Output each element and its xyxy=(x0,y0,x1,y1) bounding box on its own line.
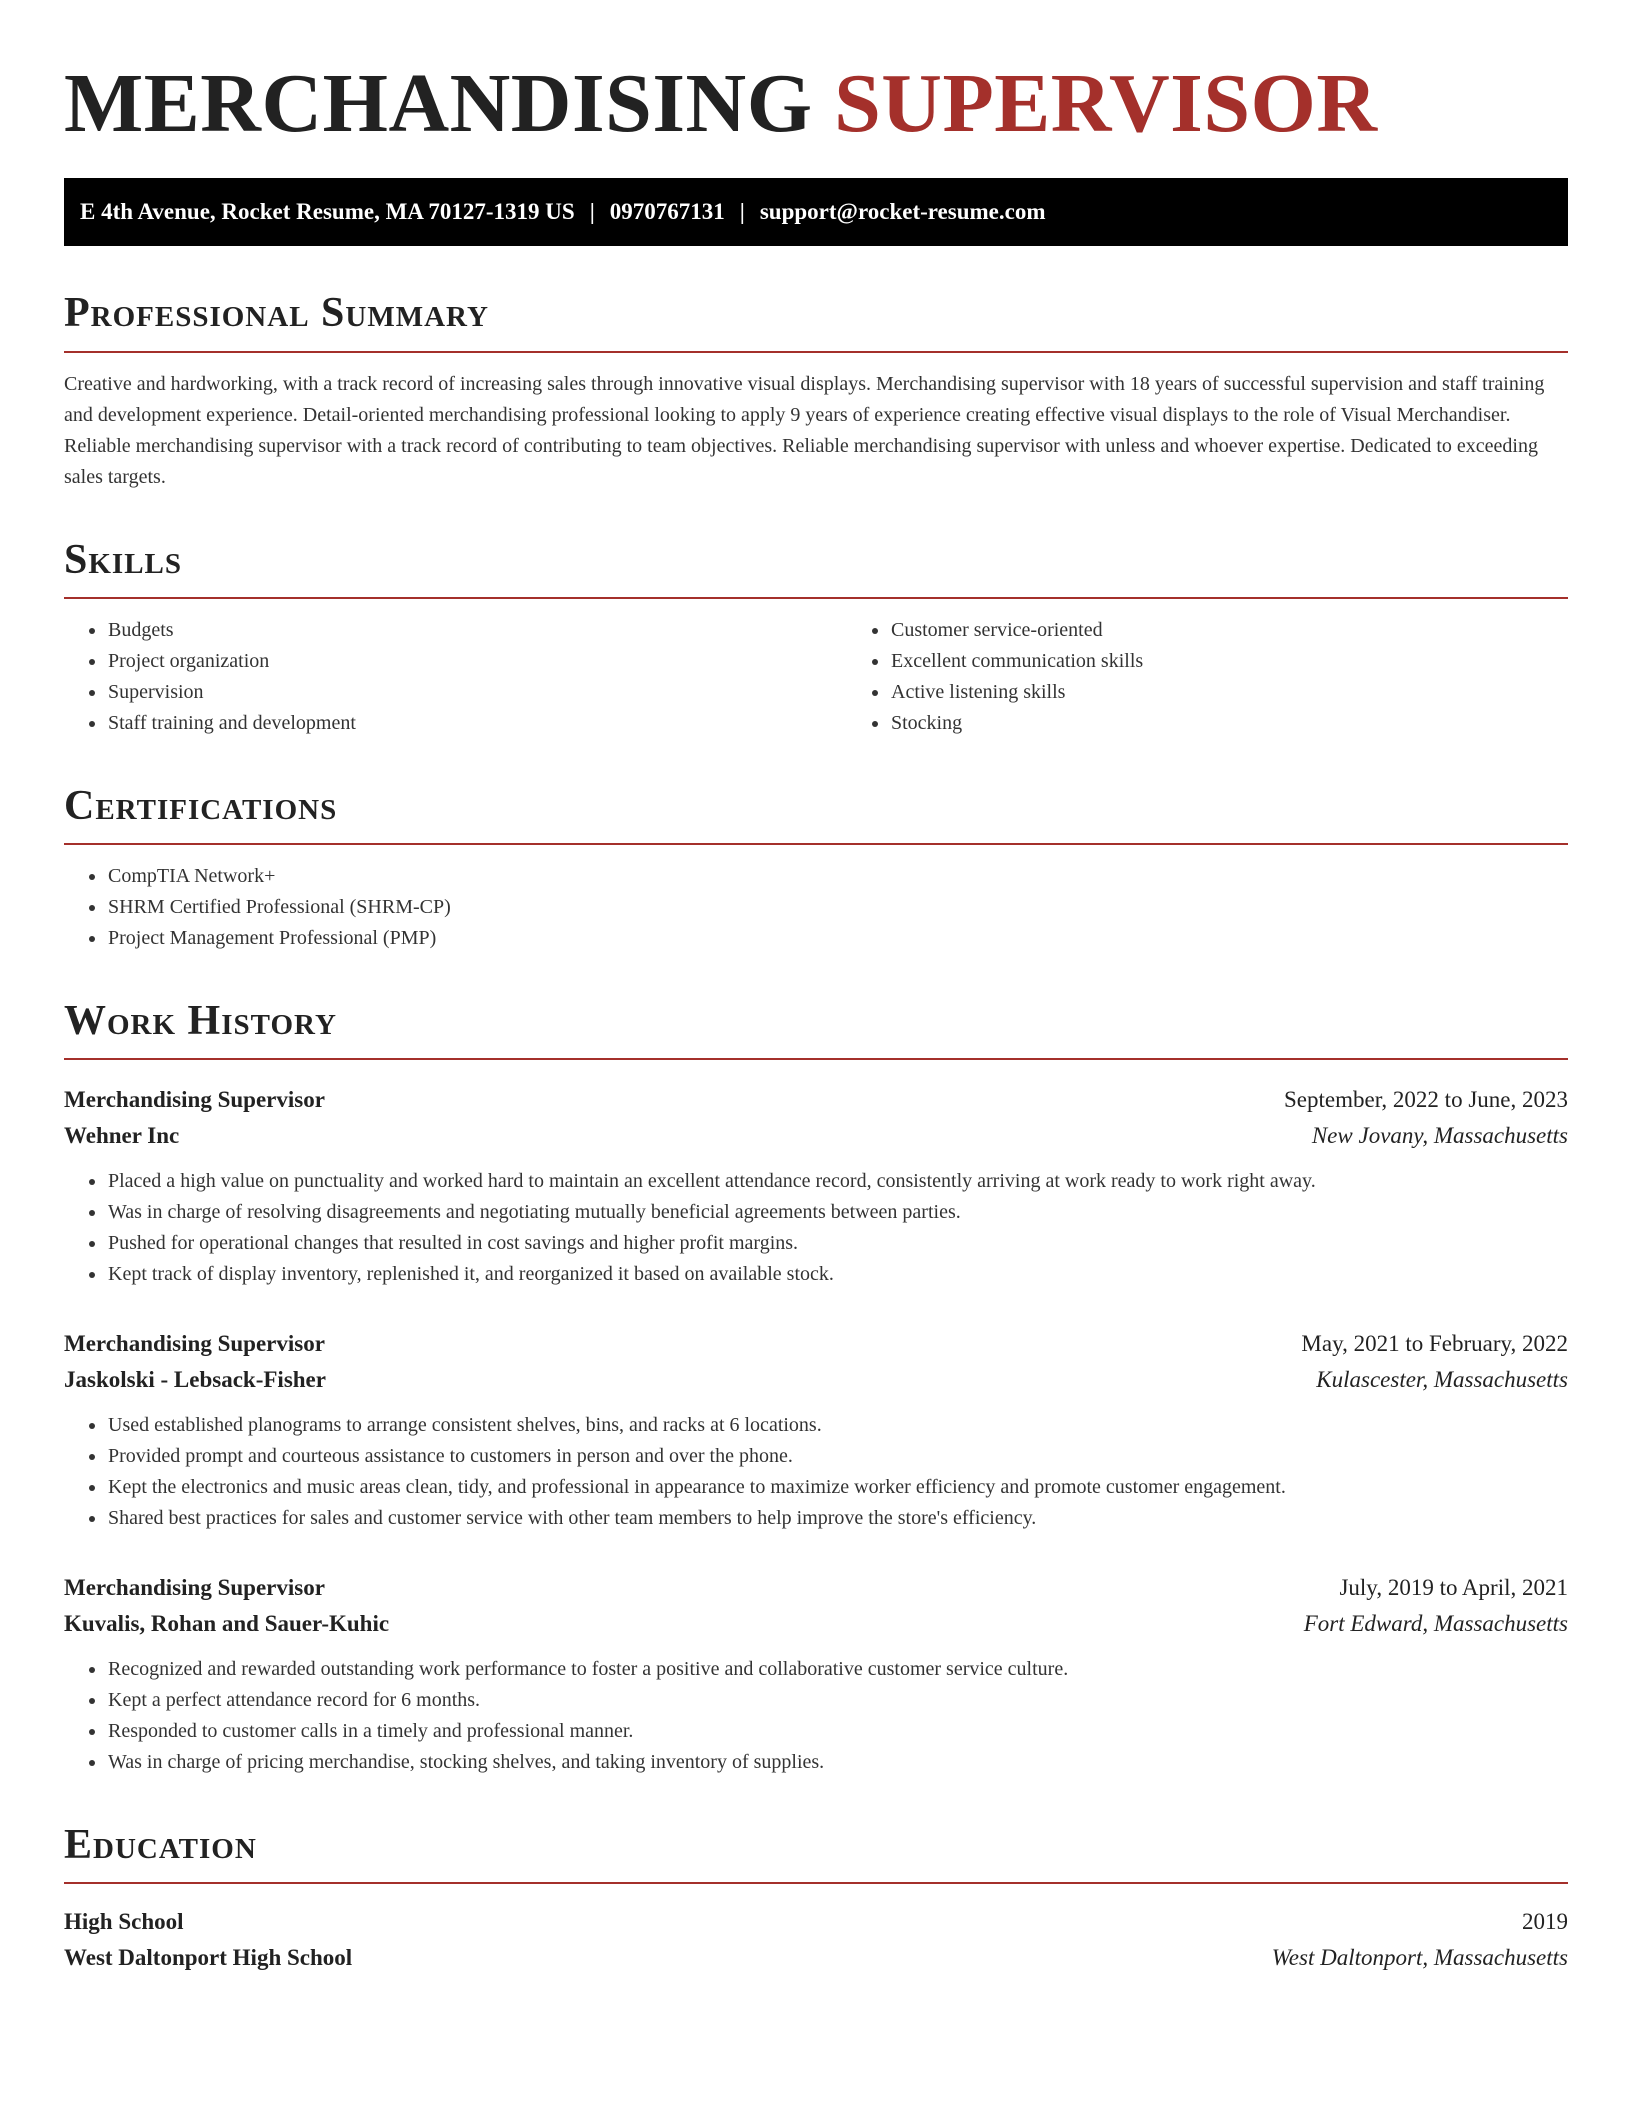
job-bullet: • Kept a perfect attendance record for 6 months. xyxy=(107,1685,1568,1716)
job-bullet: • Recognized and rewarded outstanding work performance to foster a positive and collaborative customer service culture. xyxy=(107,1654,1568,1685)
job-header-row xyxy=(64,1082,1568,1118)
certification-item: • SHRM Certified Professional (SHRM-CP) xyxy=(107,892,1568,923)
section-certifications xyxy=(64,783,1568,954)
skill-item: • Budgets xyxy=(107,615,847,646)
job-bullet: • Was in charge of resolving disagreements and negotiating mutually beneficial agreements between parties. xyxy=(107,1197,1568,1228)
job-dates: July, 2019 to April, 2021 xyxy=(1339,1575,1568,1601)
job-company-row xyxy=(64,1606,1568,1642)
job-bullet: • Placed a high value on punctuality and worked hard to maintain an excellent attendance record, consistently arriving at work ready to work right away. xyxy=(107,1166,1568,1197)
section-education xyxy=(64,1822,1568,1976)
job-company-row xyxy=(64,1362,1568,1398)
job-bullet: • Pushed for operational changes that resulted in cost savings and higher profit margins. xyxy=(107,1228,1568,1259)
section-title-certifications: Certifications xyxy=(64,783,1568,845)
job-bullets xyxy=(64,1654,1568,1778)
job-location: New Jovany, Massachusetts xyxy=(1311,1123,1568,1149)
skill-item: • Stocking xyxy=(890,708,1568,739)
certification-item: • CompTIA Network+ xyxy=(107,861,1568,892)
section-title-summary: Professional Summary xyxy=(64,290,1568,352)
job-role: Merchandising Supervisor xyxy=(64,1087,325,1113)
job-role: Merchandising Supervisor xyxy=(64,1331,325,1357)
job-bullets xyxy=(64,1410,1568,1534)
job-company-row xyxy=(64,1118,1568,1154)
education-school: West Daltonport High School xyxy=(64,1945,353,1971)
job-bullet: • Used established planograms to arrange consistent shelves, bins, and racks at 6 locations. xyxy=(107,1410,1568,1441)
certification-item: • Project Management Professional (PMP) xyxy=(107,923,1568,954)
skill-item: • Project organization xyxy=(107,646,847,677)
skills-list-right xyxy=(847,615,1568,739)
job-bullets xyxy=(64,1166,1568,1290)
education-header-row xyxy=(64,1904,1568,1940)
job-entry xyxy=(64,1570,1568,1778)
education-location: West Daltonport, Massachusetts xyxy=(1271,1945,1568,1971)
skills-list-left xyxy=(64,615,847,739)
section-title-work-history: Work History xyxy=(64,998,1568,1060)
education-degree: High School xyxy=(64,1909,184,1935)
skill-item: • Excellent communication skills xyxy=(890,646,1568,677)
education-school-row xyxy=(64,1940,1568,1976)
job-entry xyxy=(64,1326,1568,1534)
contact-phone: 0970767131 xyxy=(609,199,725,225)
job-role: Merchandising Supervisor xyxy=(64,1575,325,1601)
job-header-row xyxy=(64,1570,1568,1606)
resume-name xyxy=(64,58,1568,150)
contact-separator: | xyxy=(589,199,595,225)
job-dates: May, 2021 to February, 2022 xyxy=(1301,1331,1568,1357)
job-header-row xyxy=(64,1326,1568,1362)
skill-item: • Active listening skills xyxy=(890,677,1568,708)
contact-address: E 4th Avenue, Rocket Resume, MA 70127-1319 US xyxy=(80,199,575,225)
skills-grid xyxy=(64,615,1568,739)
section-summary xyxy=(64,290,1568,492)
job-company: Wehner Inc xyxy=(64,1123,180,1149)
contact-email: support@rocket-resume.com xyxy=(759,199,1046,225)
name-last: SUPERVISOR xyxy=(834,57,1378,150)
summary-text: Creative and hardworking, with a track record of increasing sales through innovative visual displays. Merchandising supervisor with 18 years of successful supervision and staff training and development experience. Detail-oriented merchandising professional looking to apply 9 years of experience creating effective visual displays to the role of Visual Merchandiser. Reliable merchandising supervisor with a track record of contributing to team objectives. Reliable merchandising supervisor with unless and whoever expertise. Dedicated to exceeding sales targets. xyxy=(64,372,1545,488)
skill-item: • Staff training and development xyxy=(107,708,847,739)
job-dates: September, 2022 to June, 2023 xyxy=(1284,1087,1568,1113)
section-work-history xyxy=(64,998,1568,1778)
skill-item: • Customer service-oriented xyxy=(890,615,1568,646)
contact-separator: | xyxy=(739,199,745,225)
education-year: 2019 xyxy=(1522,1909,1568,1935)
resume-page xyxy=(64,0,1568,1976)
job-bullet: • Shared best practices for sales and customer service with other team members to help improve the store's efficiency. xyxy=(107,1503,1568,1534)
job-bullet: • Was in charge of pricing merchandise, stocking shelves, and taking inventory of supplies. xyxy=(107,1747,1568,1778)
job-bullet: • Kept the electronics and music areas clean, tidy, and professional in appearance to maximize worker efficiency and promote customer engagement. xyxy=(107,1472,1568,1503)
job-company: Jaskolski - Lebsack-Fisher xyxy=(64,1367,326,1393)
skill-item: • Supervision xyxy=(107,677,847,708)
job-location: Kulascester, Massachusetts xyxy=(1316,1367,1568,1393)
job-bullet: • Provided prompt and courteous assistance to customers in person and over the phone. xyxy=(107,1441,1568,1472)
section-skills xyxy=(64,537,1568,739)
job-location: Fort Edward, Massachusetts xyxy=(1303,1611,1568,1637)
job-bullet: • Responded to customer calls in a timely and professional manner. xyxy=(107,1716,1568,1747)
name-first: MERCHANDISING xyxy=(64,57,813,150)
section-title-skills: Skills xyxy=(64,537,1568,599)
section-title-education: Education xyxy=(64,1822,1568,1884)
job-entry xyxy=(64,1082,1568,1290)
contact-bar xyxy=(64,178,1568,246)
job-bullet: • Kept track of display inventory, replenished it, and reorganized it based on available stock. xyxy=(107,1259,1568,1290)
certifications-list xyxy=(64,861,1568,954)
education-entry xyxy=(64,1904,1568,1976)
job-company: Kuvalis, Rohan and Sauer-Kuhic xyxy=(64,1611,390,1637)
